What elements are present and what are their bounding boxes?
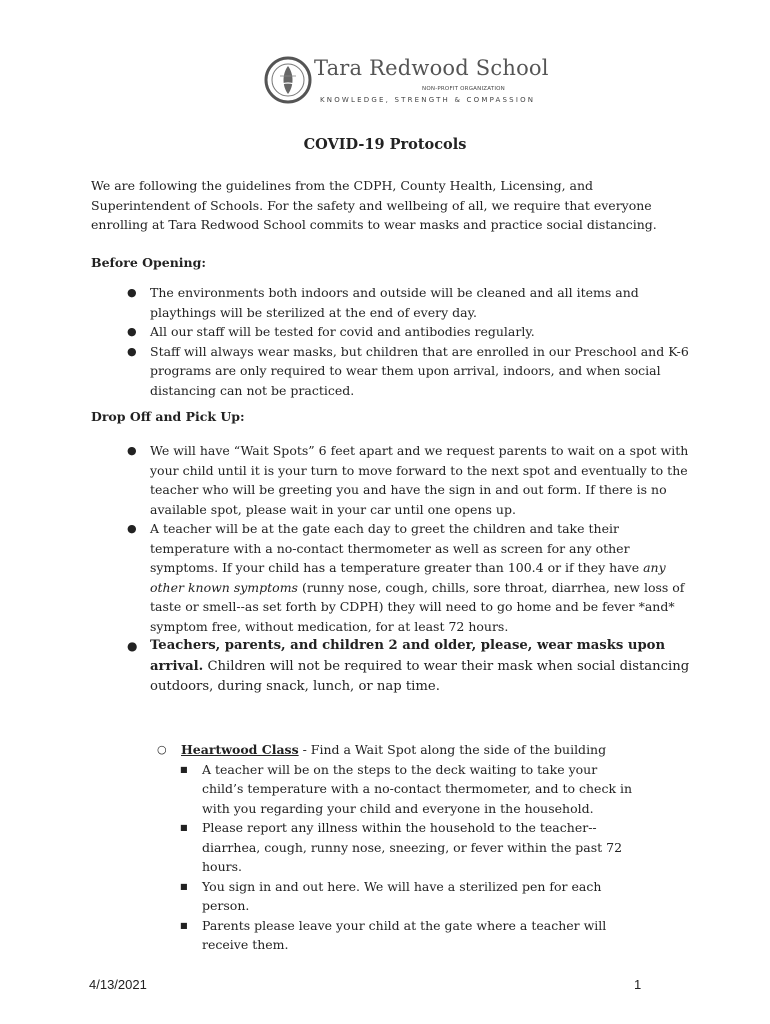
school-tagline: KNOWLEDGE, STRENGTH & COMPASSION <box>320 96 536 104</box>
list-item: ■ You sign in and out here. We will have a sterilized pen for each person. <box>180 878 602 913</box>
before-opening-heading: Before Opening: <box>91 255 206 270</box>
document-title: COVID-19 Protocols <box>303 136 467 153</box>
square-bullet-icon: ■ <box>180 764 188 774</box>
org-type: NON-PROFIT ORGANIZATION <box>422 86 505 92</box>
bullet-icon: ● <box>127 344 137 358</box>
heartwood-list <box>178 760 638 955</box>
drop-off-list <box>91 441 691 698</box>
bullet-icon: ● <box>127 639 138 653</box>
school-name: Tara Redwood School <box>314 56 549 80</box>
bullet-icon: ● <box>127 522 137 535</box>
list-item: ■ Please report any illness within the household to the teacher-- diarrhea, cough, runny nose, sneezing, or fever within the past 72 hours. <box>180 820 623 874</box>
square-bullet-icon: ■ <box>180 823 188 832</box>
school-logo <box>264 56 549 108</box>
list-item: ■ A teacher will be on the steps to the deck waiting to take your child’s temperature with a no-contact thermometer, and to check in with you regarding your child and everyone in the household. <box>180 761 633 816</box>
heartwood-item: ○ Heartwood Class - Find a Wait Spot along the side of the building <box>157 740 717 760</box>
bullet-icon: ● <box>127 325 137 338</box>
italic-phrase: any other known symptoms <box>150 560 666 595</box>
school-seal-icon <box>264 56 312 104</box>
circle-bullet-icon: ○ <box>157 743 167 756</box>
square-bullet-icon: ■ <box>180 920 188 930</box>
list-item: ● The environments both indoors and outside will be cleaned and all items and playthings will be sterilized at the end of every day. <box>127 285 639 320</box>
list-item: ● Teachers, parents, and children 2 and older, please, wear masks upon arrival. Children will not be required to wear their mask when social distancing outdoors, during snack, lunch, or nap time. <box>127 638 690 694</box>
bullet-icon: ● <box>127 286 137 299</box>
list-item: ■ Parents please leave your child at the gate where a teacher will receive them. <box>180 917 607 952</box>
list-item: ● All our staff will be tested for covid and antibodies regularly. <box>91 322 691 342</box>
before-opening-list <box>91 283 691 400</box>
drop-off-heading: Drop Off and Pick Up: <box>91 409 245 424</box>
heartwood-section <box>157 740 717 955</box>
square-bullet-icon: ■ <box>180 881 188 891</box>
bullet-icon: ● <box>127 444 137 457</box>
mask-notice: Teachers, parents, and children 2 and older, please, wear masks upon arrival. <box>150 638 666 674</box>
intro-paragraph: We are following the guidelines from the CDPH, County Health, Licensing, and Superintendent of Schools. For the safety and wellbeing of all, we require that everyone enrolling at Tara Redwood School commits to wear masks and practice social distancing. <box>91 178 657 232</box>
heartwood-title: Heartwood Class <box>181 742 299 757</box>
list-item: ● Staff will always wear masks, but children that are enrolled in our Preschool and K-6 programs are only required to wear them upon arrival, indoors, and when social distancing can not be practiced. <box>127 343 689 398</box>
footer-date: 4/13/2021 <box>89 977 147 992</box>
list-item: ● A teacher will be at the gate each day to greet the children and take their temperature with a no-contact thermometer as well as screen for any other symptoms. If your child has a temperature greater than 100.4 or if they have any other known symptoms (runny nose, cough, chills, sore throat, diarrhea, new loss of taste or smell--as set forth by CDPH) they will need to go home and be fever *and* symptom free, without medication, for at least 72 hours. <box>127 521 685 634</box>
page-number: 1 <box>634 977 642 992</box>
list-item: ● We will have “Wait Spots” 6 feet apart and we request parents to wait on a spot with your child until it is your turn to move forward to the next spot and eventually to the teacher who will be greeting you and have the sign in and out form. If there is no available spot, please wait in your car until one opens up. <box>127 443 689 517</box>
